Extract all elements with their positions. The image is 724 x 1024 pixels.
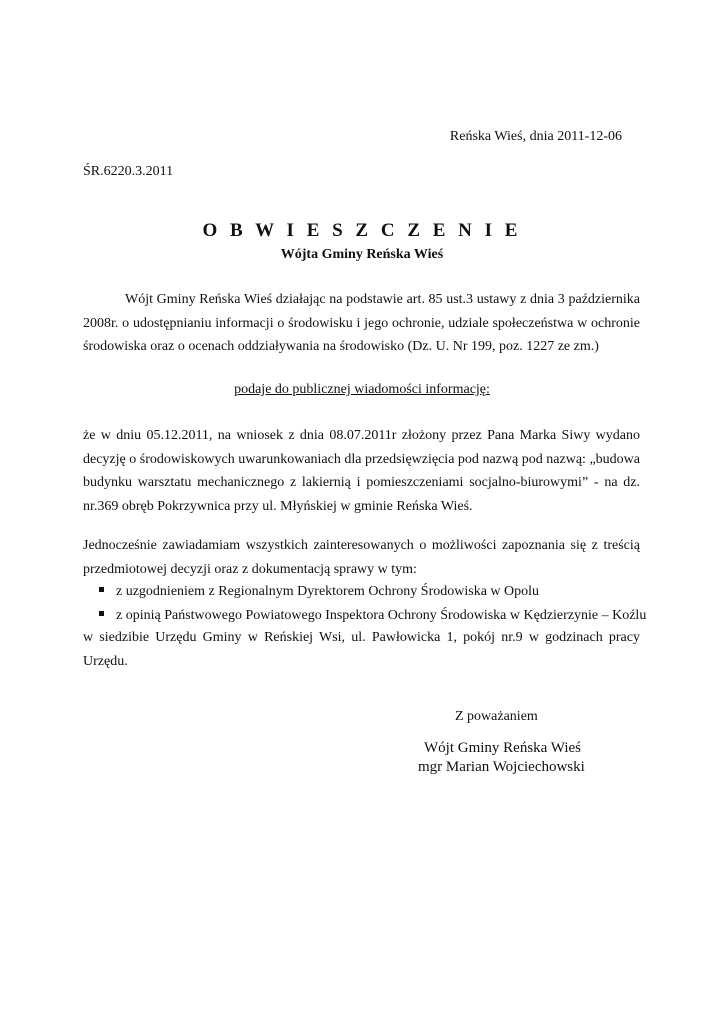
- notice-heading: podaje do publicznej wiadomości informację:: [234, 382, 490, 397]
- place-date: Reńska Wieś, dnia 2011-12-06: [449, 129, 622, 144]
- documentation-list: [99, 580, 646, 627]
- intro-paragraph: [83, 288, 640, 359]
- signatory-title: Wójt Gminy Reńska Wieś: [424, 740, 582, 756]
- location-paragraph: w siedzibie Urzędu Gminy w Reńskiej Wsi, ul. Pawłowicka 1, pokój nr.9 w godzinach pracy Urzędu.: [83, 630, 640, 669]
- closing-greeting: Z poważaniem: [455, 709, 538, 724]
- document-title: O B W I E S Z C Z E N I E: [202, 220, 522, 241]
- bullet-square-icon: [99, 587, 104, 592]
- inform-paragraph: Jednocześnie zawiadamiam wszystkich zainteresowanych o możliwości zapoznania się z treścią przedmiotowej decyzji oraz z dokumentacją sprawy w tym:: [83, 538, 640, 577]
- list-item: [99, 604, 646, 628]
- bullet-square-icon: [99, 611, 104, 616]
- decision-paragraph: że w dniu 05.12.2011, na wniosek z dnia 08.07.2011r złożony przez Pana Marka Siwy wydano decyzję o środowiskowych uwarunkowaniach dla przedsięwzięcia pod nazwą pod nazwą: „budowa budynku warsztatu mechanicznego z lakiernią i pomieszczeniami socjalno-biurowymi” - na dz. nr.369 obręb Pokrzywnica przy ul. Młyńskiej w gminie Reńska Wieś.: [83, 428, 640, 514]
- signatory-name: mgr Marian Wojciechowski: [418, 759, 585, 775]
- list-item-text: z opinią Państwowego Powiatowego Inspektora Ochrony Środowiska w Kędzierzynie – Koźlu: [116, 607, 647, 623]
- document-subtitle: Wójta Gminy Reńska Wieś: [280, 247, 444, 262]
- list-item: [99, 580, 646, 604]
- list-item-text: z uzgodnieniem z Regionalnym Dyrektorem Ochrony Środowiska w Opolu: [116, 584, 540, 599]
- reference-number: ŚR.6220.3.2011: [83, 164, 174, 179]
- intro-text: Wójt Gminy Reńska Wieś działając na podstawie art. 85 ust.3 ustawy z dnia 3 października 2008r. o udostępnianiu informacji o środowisku i jego ochronie, udziale społeczeństwa w ochronie środowiska oraz o ocenach oddziaływania na środowisko (Dz. U. Nr 199, poz. 1227 ze zm.): [83, 292, 640, 354]
